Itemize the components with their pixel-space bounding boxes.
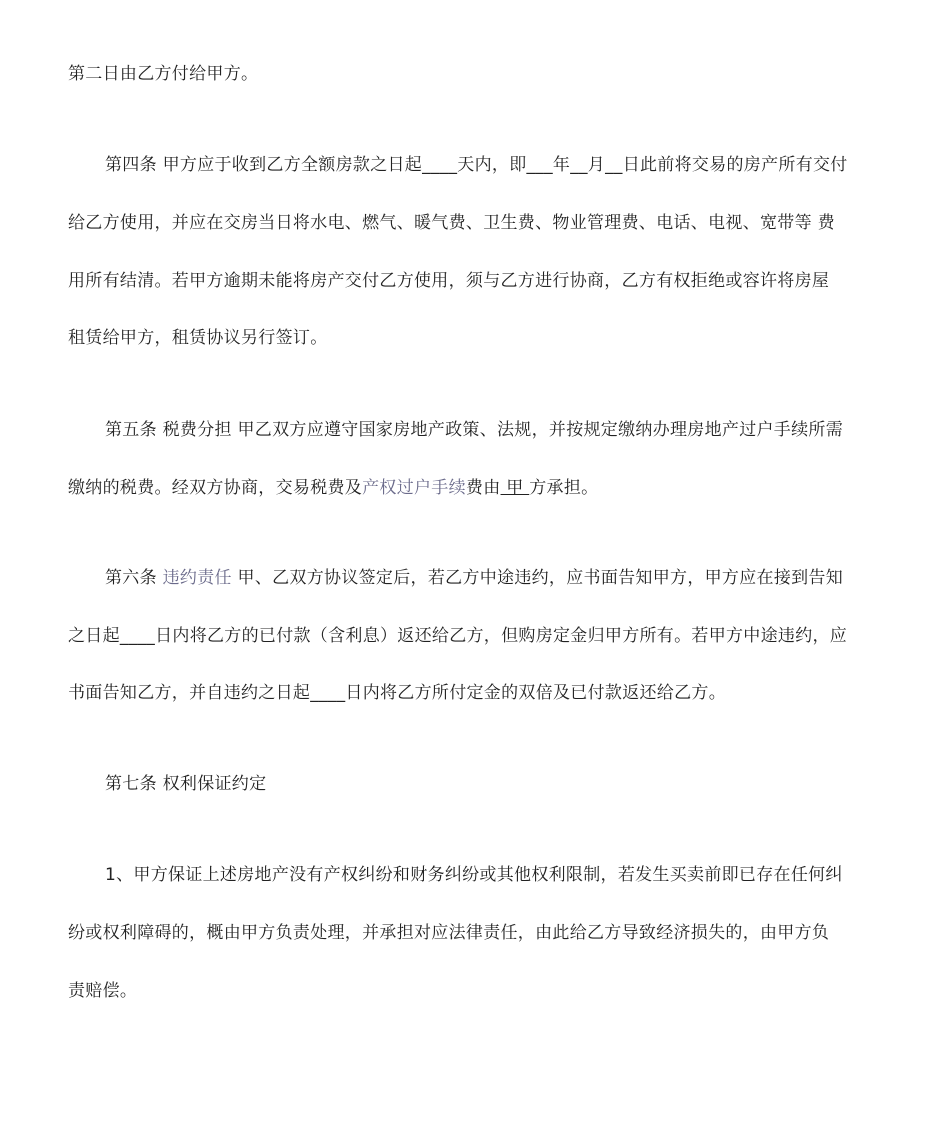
article-5-line: 第五条 税费分担 甲乙双方应遵守国家房地产政策、法规，并按规定缴纳办理房地产过户手续所需 xyxy=(105,420,844,440)
paragraph-line: 纷或权利障碍的，概由甲方负责处理，并承担对应法律责任，由此给乙方导致经济损失的，由甲方负 xyxy=(68,923,830,943)
clause-1-line: 1、甲方保证上述房地产没有产权纠纷和财务纠纷或其他权利限制，若发生买卖前即已存在任何纠 xyxy=(105,865,843,885)
paragraph-line: 租赁给甲方，租赁协议另行签订。 xyxy=(68,328,328,348)
paragraph-line: 给乙方使用，并应在交房当日将水电、燃气、暖气费、卫生费、物业管理费、电话、电视、宽带等 费 xyxy=(68,213,835,233)
breach-liability-link[interactable]: 违约责任 xyxy=(162,568,232,588)
paragraph-line: 之日起____日内将乙方的已付款（含利息）返还给乙方，但购房定金归甲方所有。若甲方中途违约，应 xyxy=(68,626,848,646)
article-4-line: 第四条 甲方应于收到乙方全额房款之日起____天内，即___年__月__日此前将交易的房产所有交付 xyxy=(105,155,848,175)
paragraph-line: 责赔偿。 xyxy=(68,981,138,1001)
paragraph-line: 用所有结清。若甲方逾期未能将房产交付乙方使用，须与乙方进行协商，乙方有权拒绝或容许将房屋 xyxy=(68,271,830,291)
paragraph-line: 书面告知乙方，并自违约之日起____日内将乙方所付定金的双倍及已付款返还给乙方。 xyxy=(68,683,726,703)
text-segment: 缴纳的税费。经双方协商，交易税费及 xyxy=(68,478,363,498)
paragraph-line xyxy=(68,477,598,499)
article-6-line xyxy=(105,567,843,589)
text-segment: 方承担。 xyxy=(529,478,599,498)
text-segment: 甲、乙双方协议签定后，若乙方中途违约，应书面告知甲方，甲方应在接到告知 xyxy=(231,568,844,588)
text-segment: 第六条 xyxy=(105,568,163,588)
property-transfer-link[interactable]: 产权过户手续 xyxy=(362,478,466,498)
underlined-party: 甲 xyxy=(500,478,530,498)
paragraph-line: 第二日由乙方付给甲方。 xyxy=(68,64,259,84)
article-7-heading: 第七条 权利保证约定 xyxy=(105,774,267,794)
text-segment: 费由 xyxy=(465,478,501,498)
